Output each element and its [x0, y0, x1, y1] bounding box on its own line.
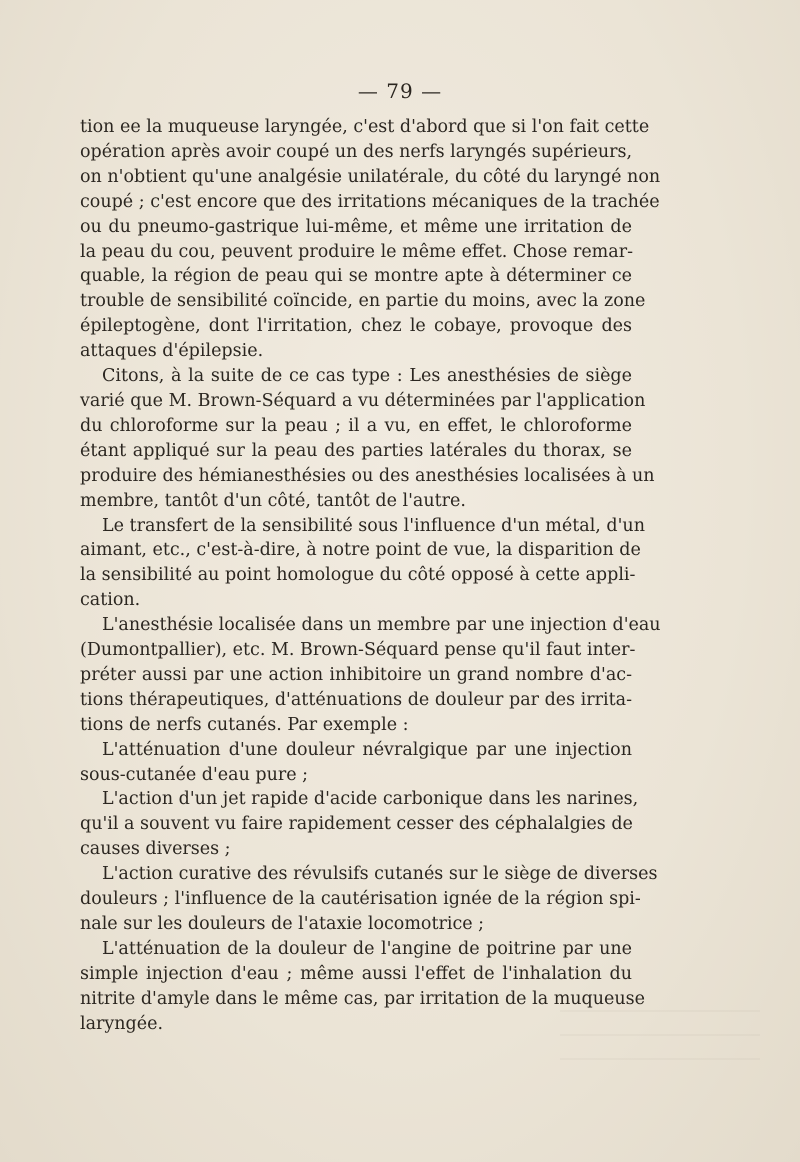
- text-line: la sensibilité au point homologue du côté opposé à cette appli-: [80, 565, 636, 586]
- text-line: douleurs ; l'influence de la cautérisation ignée de la région spi-: [80, 889, 641, 910]
- text-line: L'atténuation de la douleur de l'angine de poitrine par une: [102, 938, 632, 959]
- text-line: membre, tantôt d'un côté, tantôt de l'autre.: [80, 490, 466, 511]
- text-line: étant appliqué sur la peau des parties latérales du thorax, se: [80, 440, 632, 461]
- text-line: attaques d'épilepsie.: [80, 341, 264, 362]
- text-line: préter aussi par une action inhibitoire un grand nombre d'ac-: [80, 664, 632, 685]
- text-line: tions de nerfs cutanés. Par exemple :: [80, 714, 409, 735]
- text-line: quable, la région de peau qui se montre apte à déterminer ce: [80, 266, 632, 287]
- text-line: opération après avoir coupé un des nerfs laryngés supérieurs,: [80, 141, 633, 162]
- text-line: L'action curative des révulsifs cutanés sur le siège de diverses: [102, 864, 658, 885]
- text-line: sous-cutanée d'eau pure ;: [80, 764, 309, 785]
- text-line: varié que M. Brown-Séquard a vu déterminées par l'application: [80, 390, 646, 411]
- text-line: aimant, etc., c'est-à-dire, à notre point de vue, la disparition de: [80, 540, 641, 561]
- text-line: tions thérapeutiques, d'atténuations de douleur par des irrita-: [80, 689, 632, 710]
- text-line: L'anesthésie localisée dans un membre par une injection d'eau: [102, 615, 661, 636]
- text-line: produire des hémianesthésies ou des anesthésies localisées à un: [80, 465, 655, 486]
- text-line: Citons, à la suite de ce cas type : Les anesthésies de siège: [102, 366, 632, 387]
- text-line: la peau du cou, peuvent produire le même effet. Chose remar-: [80, 241, 633, 262]
- page-number: — 79 —: [357, 79, 443, 103]
- text-line: trouble de sensibilité coïncide, en partie du moins, avec la zone: [80, 291, 646, 312]
- text-line: nitrite d'amyle dans le même cas, par irritation de la muqueuse: [80, 988, 645, 1009]
- text-line: (Dumontpallier), etc. M. Brown-Séquard pense qu'il faut inter-: [80, 640, 636, 661]
- text-line: ou du pneumo-gastrique lui-même, et même une irritation de: [80, 216, 632, 237]
- text-line: L'atténuation d'une douleur névralgique par une injection: [102, 739, 632, 760]
- body-text: [80, 115, 661, 1037]
- text-line: cation.: [80, 590, 141, 611]
- text-line: simple injection d'eau ; même aussi l'effet de l'inhalation du: [80, 963, 632, 984]
- text-line: du chloroforme sur la peau ; il a vu, en effet, le chloroforme: [80, 415, 632, 436]
- text-line: nale sur les douleurs de l'ataxie locomotrice ;: [80, 914, 485, 934]
- text-line: qu'il a souvent vu faire rapidement cesser des céphalalgies de: [80, 814, 633, 835]
- text-line: coupé ; c'est encore que des irritations mécaniques de la trachée: [80, 191, 660, 212]
- text-line: L'action d'un jet rapide d'acide carbonique dans les narines,: [102, 789, 639, 810]
- text-line: épileptogène, dont l'irritation, chez le cobaye, provoque des: [80, 316, 632, 337]
- text-line: on n'obtient qu'une analgésie unilatérale, du côté du laryngé non: [80, 166, 661, 187]
- text-line: causes diverses ;: [80, 839, 231, 860]
- text-line: laryngée.: [80, 1013, 164, 1034]
- text-line: Le transfert de la sensibilité sous l'influence d'un métal, d'un: [102, 515, 645, 536]
- text-line: tion ee la muqueuse laryngée, c'est d'abord que si l'on fait cette: [80, 117, 650, 137]
